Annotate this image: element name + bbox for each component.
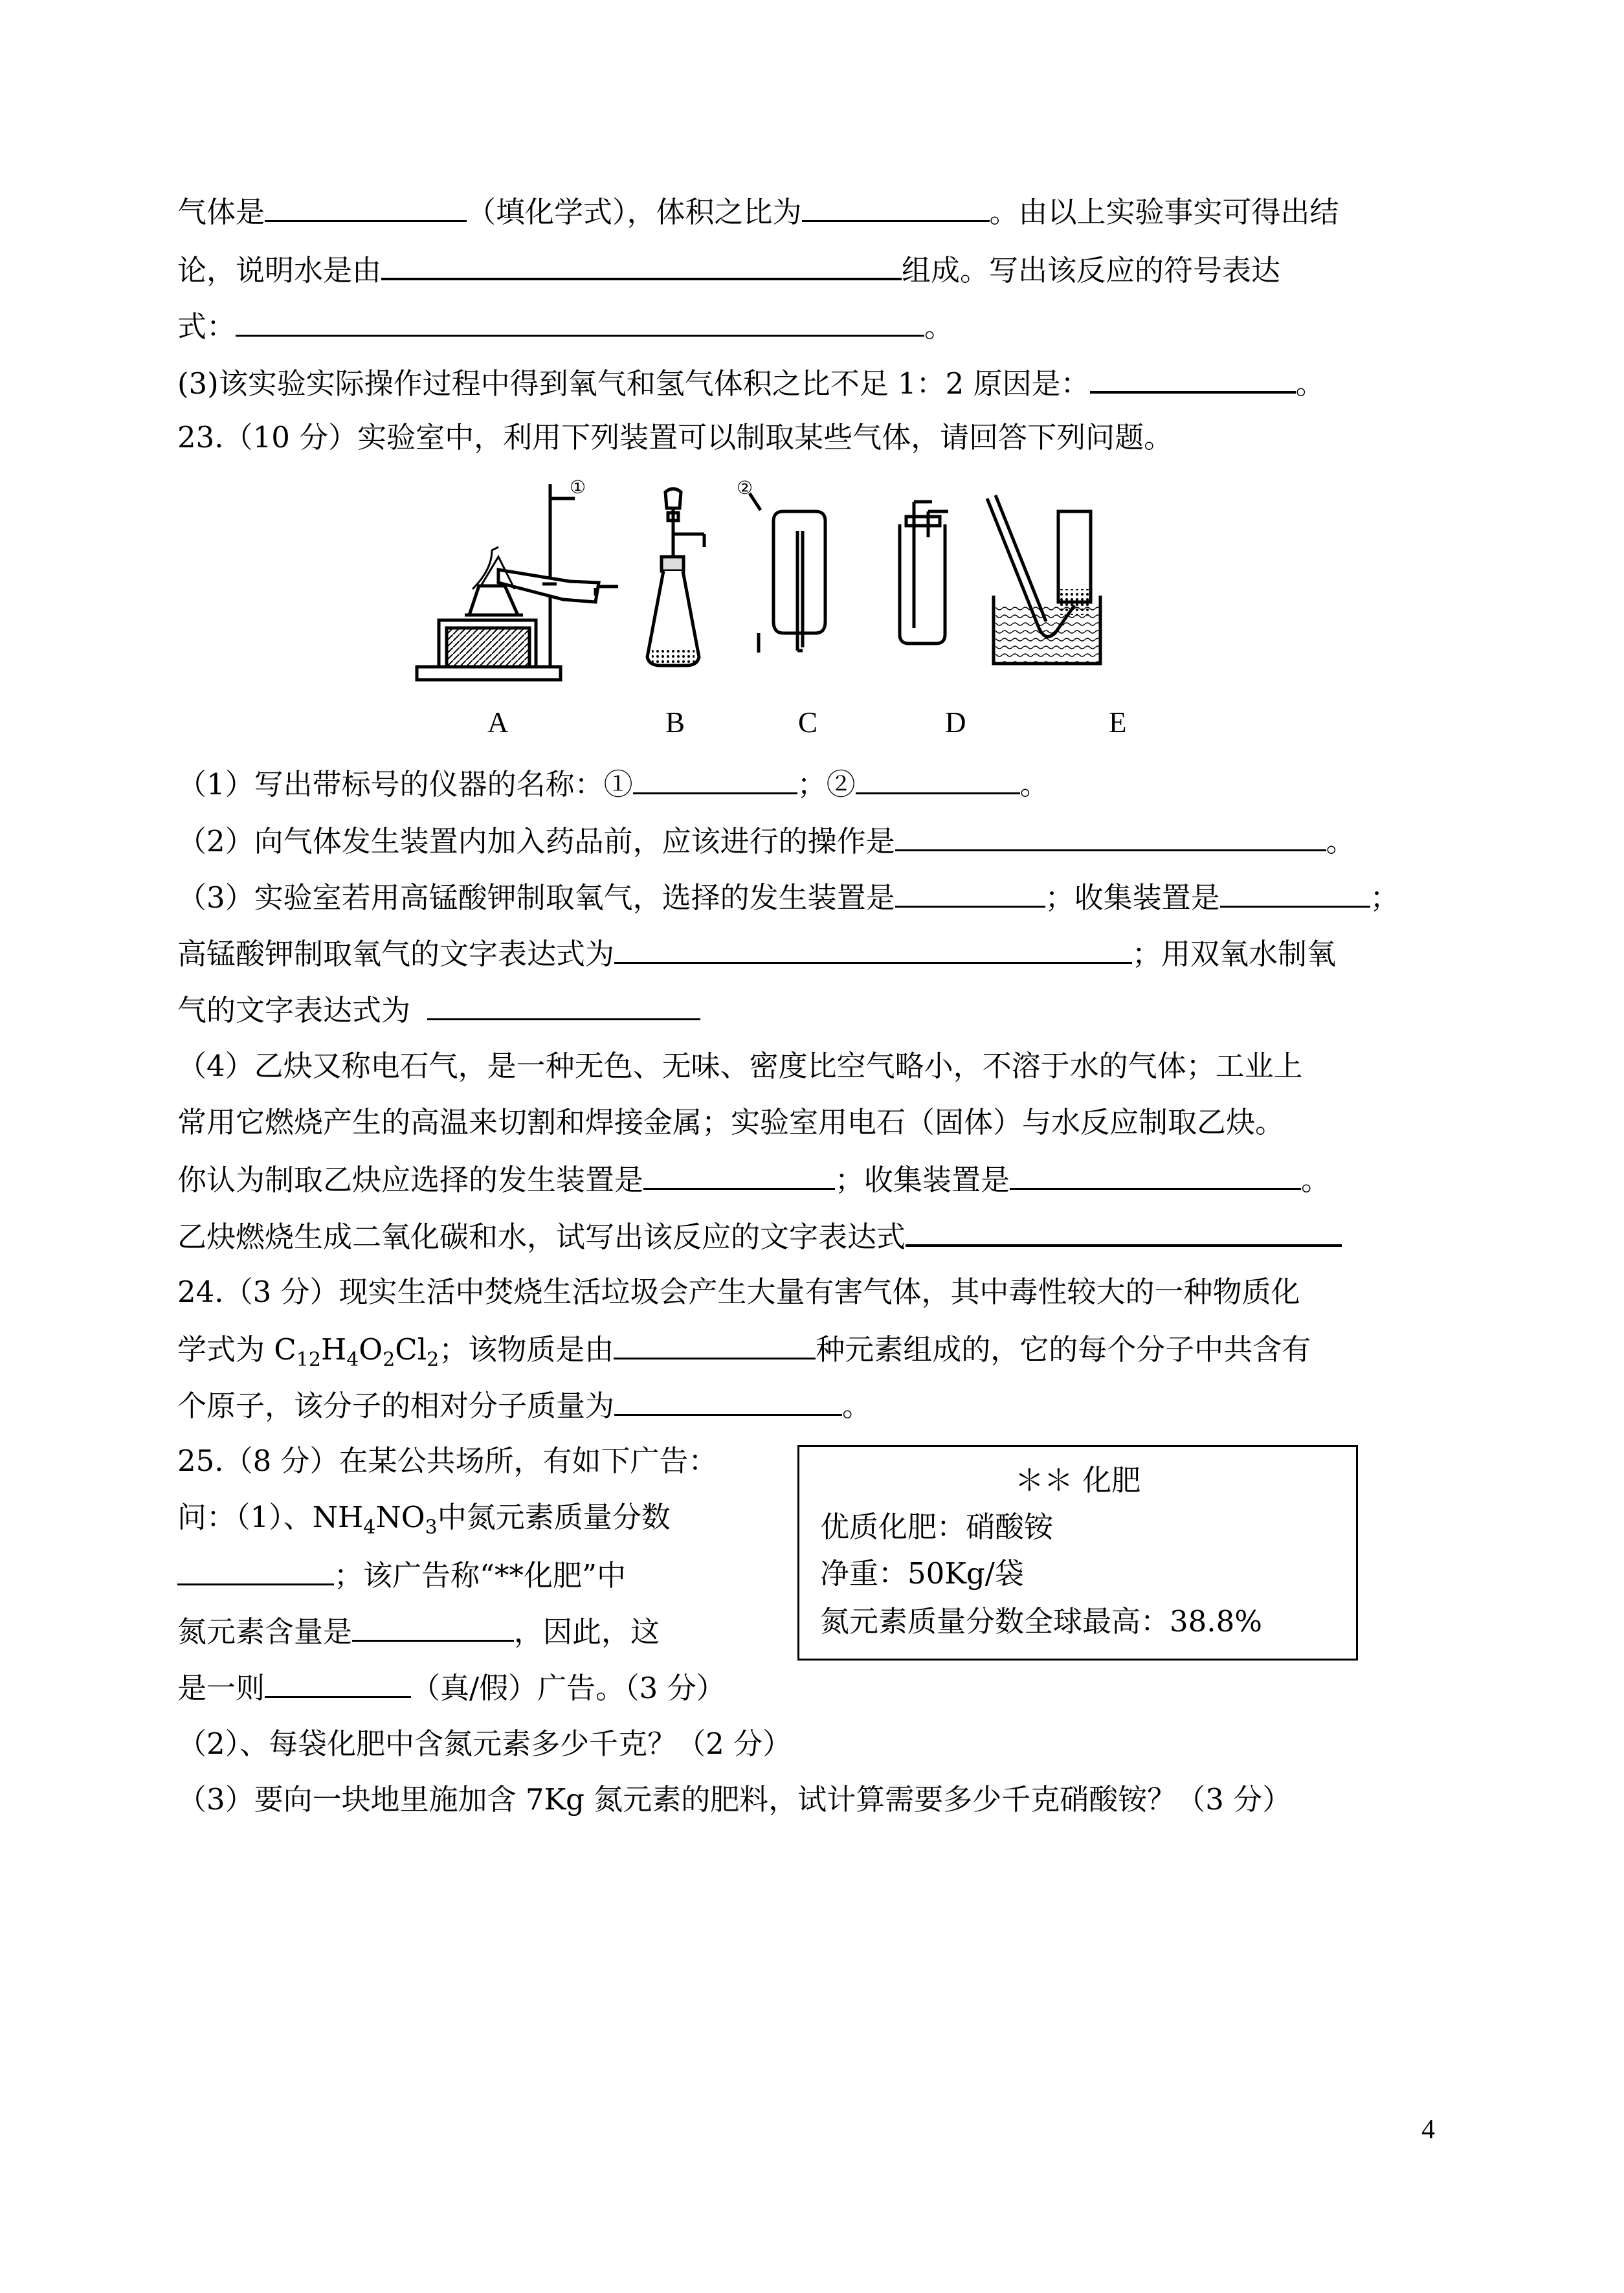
text-line — [177, 1725, 792, 1763]
text: （2）、每袋化肥中含氮元素多少千克？（2 分） — [177, 1727, 792, 1761]
answer-blank[interactable] — [265, 1668, 411, 1698]
text: 。 — [1295, 366, 1325, 401]
text: ；该物质是由 — [439, 1332, 614, 1367]
text: ；该广告称“**化肥”中 — [334, 1558, 627, 1593]
figure-label-e: E — [1109, 706, 1127, 739]
figure-label-c: C — [798, 706, 818, 739]
subscript: 4 — [346, 1348, 359, 1371]
page-number: 4 — [1421, 2115, 1435, 2145]
text-line — [177, 1780, 1291, 1819]
text: 。由以上实验事实可得出结 — [989, 195, 1339, 229]
text: 高锰酸钾制取氧气的文字表达式为 — [177, 937, 615, 971]
text: ，因此，这 — [514, 1615, 660, 1649]
text: 式： — [177, 309, 236, 344]
text: 24.（3 分）现实生活中焚烧生活垃圾会产生大量有害气体，其中毒性较大的一种物质化 — [177, 1275, 1300, 1309]
ad-line: 氮元素质量分数全球最高：38.8% — [820, 1604, 1262, 1639]
text-line — [177, 1611, 660, 1651]
apparatus-e — [987, 495, 1100, 664]
text-line — [177, 249, 1280, 290]
text: 。 — [924, 309, 954, 344]
text-line — [177, 1668, 726, 1708]
answer-blank[interactable] — [614, 1329, 816, 1359]
marker-1: ① — [570, 476, 586, 498]
answer-blank[interactable] — [633, 764, 797, 794]
text: 。 — [842, 1389, 872, 1423]
text: 23.（10 分）实验室中，利用下列装置可以制取某些气体，请回答下列问题。 — [177, 420, 1174, 454]
subscript: 2 — [383, 1348, 395, 1371]
text: （4）乙炔又称电石气，是一种无色、无味、密度比空气略小，不溶于水的气体；工业上 — [177, 1049, 1303, 1083]
text: 你认为制取乙炔应选择的发生装置是 — [177, 1163, 644, 1197]
figure-label-d: D — [945, 706, 966, 739]
text: 种元素组成的，它的每个分子中共含有 — [816, 1332, 1311, 1367]
answer-blank[interactable] — [236, 306, 924, 337]
text: O — [359, 1332, 383, 1367]
answer-blank[interactable] — [381, 249, 902, 280]
answer-blank[interactable] — [906, 1216, 1342, 1247]
text-line — [177, 1047, 1303, 1086]
apparatus-d — [900, 502, 948, 643]
subscript: 12 — [296, 1348, 321, 1371]
text-line — [177, 934, 1336, 974]
text-line — [177, 990, 700, 1030]
text: 中氮元素质量分数 — [437, 1500, 671, 1534]
text: 气的文字表达式为 — [177, 993, 411, 1027]
text: ；② — [797, 767, 856, 801]
apparatus-figure — [401, 473, 1256, 693]
answer-blank[interactable] — [427, 990, 700, 1020]
text-line — [177, 306, 953, 346]
text: (3)该实验实际操作过程中得到氧气和氢气体积之比不足 1：2 原因是： — [177, 366, 1090, 401]
text-line — [177, 1555, 626, 1595]
text: 问：（1）、NH — [177, 1500, 364, 1534]
figure-label-b: B — [665, 706, 685, 739]
text: （2）向气体发生装置内加入药品前，应该进行的操作是 — [177, 824, 895, 858]
answer-blank[interactable] — [895, 877, 1045, 908]
text: ；收集装置是 — [835, 1163, 1010, 1197]
text: NO — [375, 1500, 425, 1534]
answer-blank[interactable] — [643, 1159, 835, 1190]
ad-title: ＊＊ 化肥 — [1014, 1463, 1141, 1497]
answer-blank[interactable] — [1090, 363, 1296, 394]
answer-blank[interactable] — [265, 192, 467, 222]
text-line — [177, 1273, 1300, 1312]
text: 气体是 — [177, 195, 265, 229]
text: 氮元素含量是 — [177, 1615, 353, 1649]
figure-label-a: A — [487, 706, 509, 739]
text: （真/假）广告。（3 分） — [411, 1671, 726, 1705]
text-line — [177, 1498, 671, 1547]
text: （3）实验室若用高锰酸钾制取氧气，选择的发生装置是 — [177, 880, 895, 915]
text: 组成。写出该反应的符号表达 — [902, 253, 1281, 287]
text-line — [177, 192, 1339, 232]
ad-line: 净重：50Kg/袋 — [820, 1556, 1024, 1591]
subscript: 3 — [425, 1516, 438, 1539]
text: 常用它燃烧产生的高温来切割和焊接金属；实验室用电石（固体）与水反应制取乙炔。 — [177, 1105, 1285, 1139]
apparatus-a — [417, 484, 618, 680]
answer-blank[interactable] — [177, 1555, 334, 1585]
text: ；用双氧水制氧 — [1132, 937, 1337, 971]
text-line — [177, 1159, 1330, 1200]
text: H — [320, 1332, 347, 1367]
text-line — [177, 363, 1325, 403]
text: 。 — [1326, 824, 1355, 858]
text-line — [177, 764, 1049, 804]
text: （填化学式），体积之比为 — [467, 195, 802, 229]
answer-blank[interactable] — [352, 1611, 514, 1642]
answer-blank[interactable] — [1220, 877, 1370, 908]
text-line — [177, 877, 1399, 917]
text: 论，说明水是由 — [177, 253, 382, 287]
text: 25.（8 分）在某公共场所，有如下广告： — [177, 1444, 718, 1478]
answer-blank[interactable] — [1010, 1159, 1301, 1190]
answer-blank[interactable] — [856, 764, 1020, 794]
text-line — [177, 821, 1355, 861]
text-line — [177, 1385, 871, 1426]
marker-2: ② — [737, 477, 753, 498]
text-line — [177, 1216, 1342, 1257]
subscript: 2 — [427, 1348, 439, 1371]
text: ； — [1370, 880, 1399, 915]
answer-blank[interactable] — [895, 821, 1326, 851]
answer-blank[interactable] — [802, 192, 990, 222]
text: 学式为 C — [177, 1332, 296, 1367]
text-line — [177, 1442, 718, 1481]
advertisement-box — [797, 1445, 1358, 1661]
apparatus-b — [647, 489, 704, 666]
text: （1）写出带标号的仪器的名称：① — [177, 767, 633, 801]
text: Cl — [395, 1332, 427, 1367]
answer-blank[interactable] — [614, 1385, 842, 1416]
text-line — [177, 1329, 1311, 1380]
text: ；收集装置是 — [1045, 880, 1220, 915]
text: （3）要向一块地里施加含 7Kg 氮元素的肥料，试计算需要多少千克硝酸铵？（3 分） — [177, 1782, 1292, 1817]
subscript: 4 — [363, 1516, 376, 1539]
question-23-heading — [177, 418, 1173, 457]
text: 个原子，该分子的相对分子质量为 — [177, 1389, 615, 1423]
text: 乙炔燃烧生成二氧化碳和水，试写出该反应的文字表达式 — [177, 1220, 906, 1254]
answer-blank[interactable] — [614, 934, 1132, 964]
text: 。 — [1301, 1163, 1331, 1197]
text: 。 — [1019, 767, 1049, 801]
apparatus-c — [750, 493, 825, 653]
text-line — [177, 1103, 1284, 1142]
text: 是一则 — [177, 1671, 265, 1705]
ad-line: 优质化肥：硝酸铵 — [820, 1510, 1054, 1544]
